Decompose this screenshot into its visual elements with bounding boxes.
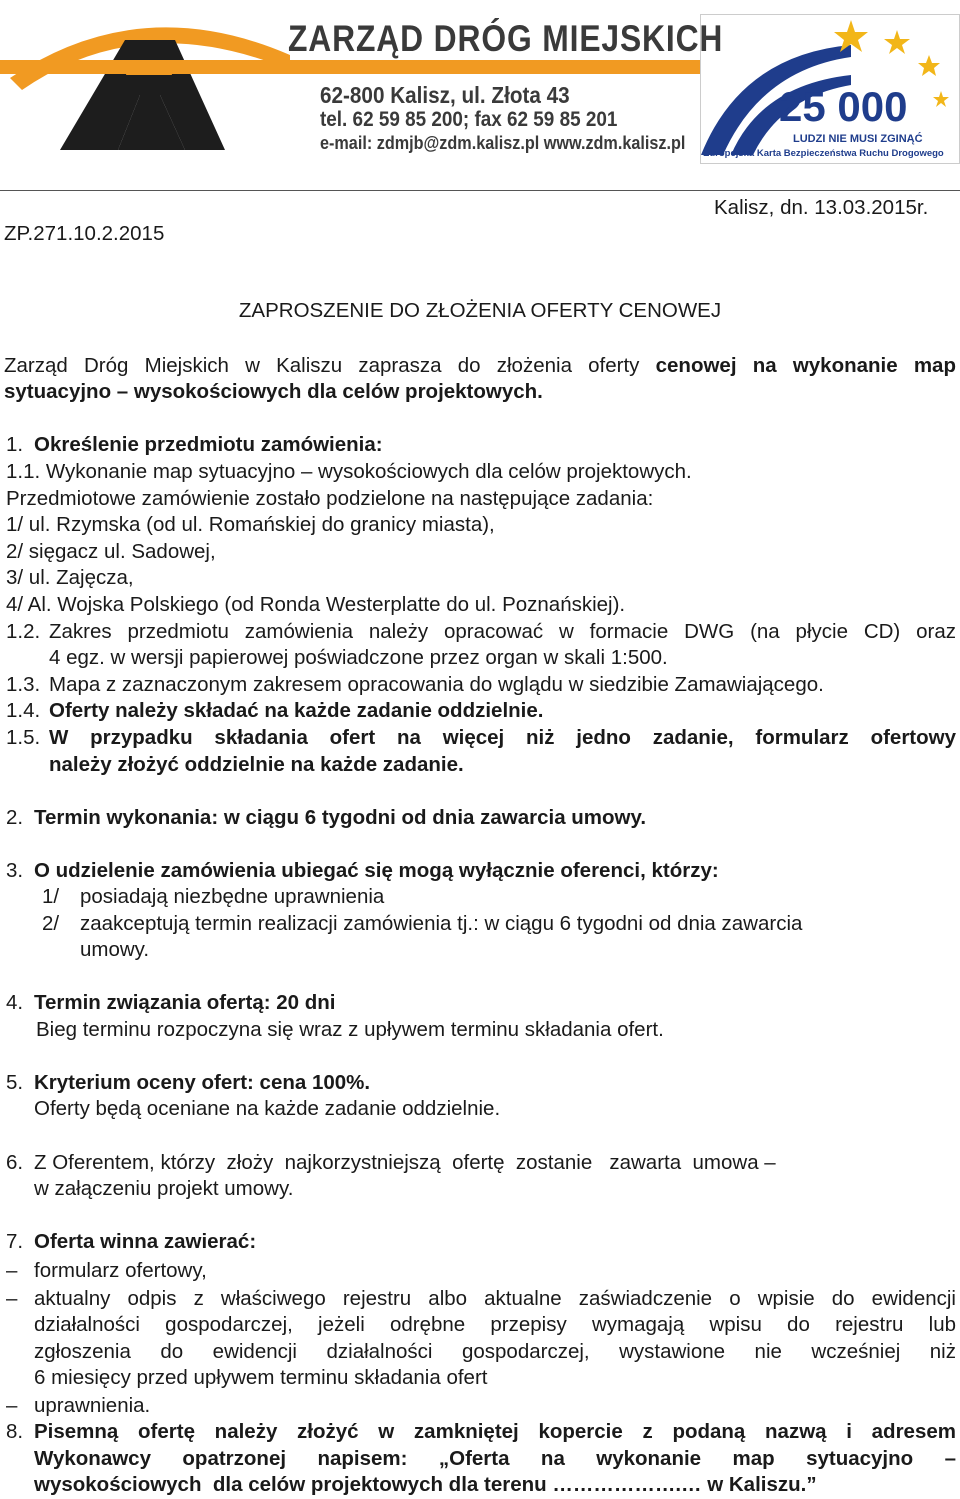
item-1-1-desc: Przedmiotowe zamówienie zostało podzielone na następujące zadania:: [6, 487, 654, 510]
intro-bold: cenowej na wykonanie map: [655, 354, 956, 377]
section-4-text: Bieg terminu rozpoczyna się wraz z upływem terminu składania ofert.: [36, 1018, 664, 1041]
item-1-1: 1.1. Wykonanie map sytuacyjno – wysokościowych dla celów projektowych.: [6, 460, 692, 483]
requirement-2-line-3: zgłoszenia do ewidencji działalności gospodarczej, wystawione nie wcześniej niż: [34, 1340, 956, 1363]
section-5-text: Oferty będą oceniane na każde zadanie oddzielnie.: [34, 1097, 501, 1120]
badge-number: 25 000: [779, 83, 908, 130]
bullet-dash: –: [6, 1259, 18, 1282]
intro-line-2: sytuacyjno – wysokościowych dla celów projektowych.: [4, 380, 543, 403]
section-4-heading: Termin związania ofertą: 20 dni: [34, 991, 336, 1014]
section-8-line-3: wysokościowych dla celów projektowych dla terenu ……………….… w Kaliszu.”: [34, 1473, 817, 1496]
org-phone: tel. 62 59 85 200; fax 62 59 85 201: [320, 108, 618, 131]
item-1-2-line-1: Zakres przedmiotu zamówienia należy opracować w formacie DWG (na płycie CD) oraz: [49, 620, 956, 643]
section-7-number: 7.: [6, 1230, 24, 1253]
section-6-number: 6.: [6, 1151, 24, 1174]
section-2-number: 2.: [6, 806, 24, 829]
item-1-3-number: 1.3.: [6, 673, 41, 696]
safety-badge: [700, 14, 960, 164]
section-1-heading: Określenie przedmiotu zamówienia:: [34, 433, 383, 456]
condition-2-line-2: umowy.: [80, 938, 150, 961]
requirement-2-line-1: aktualny odpis z właściwego rejestru albo aktualne zaświadczenie o wpisie do ewidencji: [34, 1287, 956, 1310]
section-5-number: 5.: [6, 1071, 24, 1094]
place-date: Kalisz, dn. 13.03.2015r.: [714, 196, 929, 219]
task-1: 1/ ul. Rzymska (od ul. Romańskiej do granicy miasta),: [6, 513, 495, 536]
section-2-text: Termin wykonania: w ciągu 6 tygodni od dnia zawarcia umowy.: [34, 806, 647, 829]
section-7-heading: Oferta winna zawierać:: [34, 1230, 257, 1253]
document-title: ZAPROSZENIE DO ZŁOŻENIA OFERTY CENOWEJ: [238, 299, 722, 322]
badge-caption: Europejska Karta Bezpieczeństwa Ruchu Drogowego: [703, 148, 944, 159]
letterhead: [0, 0, 960, 192]
item-1-5-line-2: należy złożyć oddzielnie na każde zadanie.: [49, 753, 464, 776]
section-1-number: 1.: [6, 433, 24, 456]
section-8-line-2: Wykonawcy opatrzonej napisem: „Oferta na wykonanie map sytuacyjno –: [34, 1447, 956, 1470]
condition-2-line-1: zaakceptują termin realizacji zamówienia tj.: w ciągu 6 tygodni od dnia zawarcia: [80, 912, 803, 935]
requirement-1: formularz ofertowy,: [34, 1259, 207, 1282]
bullet-dash: –: [6, 1394, 18, 1417]
orange-bar: [0, 60, 700, 74]
item-1-2-line-2: 4 egz. w wersji papierowej poświadczone przez organ w skali 1:500.: [49, 646, 668, 669]
item-1-3: Mapa z zaznaczonym zakresem opracowania do wglądu w siedzibie Zamawiającego.: [49, 673, 824, 696]
condition-1: posiadają niezbędne uprawnienia: [80, 885, 385, 908]
org-email: e-mail: zdmjb@zdm.kalisz.pl www.zdm.kalisz.pl: [320, 133, 686, 153]
task-4: 4/ Al. Wojska Polskiego (od Ronda Westerplatte do ul. Poznańskiej).: [6, 593, 626, 616]
header-divider: [0, 190, 960, 191]
item-1-5-line-1: W przypadku składania ofert na więcej niż jedno zadanie, formularz ofertowy: [49, 726, 956, 749]
section-6-line-1: Z Oferentem, którzy złoży najkorzystniejszą ofertę zostanie zawarta umowa –: [34, 1151, 776, 1174]
org-address: 62-800 Kalisz, ul. Złota 43: [320, 82, 570, 108]
item-1-2-number: 1.2.: [6, 620, 41, 643]
intro-text: Zarząd Dróg Miejskich w Kaliszu zaprasza do złożenia oferty: [4, 354, 656, 377]
section-8-number: 8.: [6, 1420, 24, 1443]
requirement-3: uprawnienia.: [34, 1394, 151, 1417]
task-2: 2/ sięgacz ul. Sadowej,: [6, 540, 216, 563]
zdm-road-logo: [0, 0, 290, 160]
requirement-2-line-2: działalności gospodarczej, jeżeli odrębne przepisy wymagają wpisu do rejestru lub: [34, 1313, 956, 1336]
intro-line-1: [4, 353, 956, 379]
org-name: ZARZĄD DRÓG MIEJSKICH: [288, 18, 724, 59]
section-5-heading: Kryterium oceny ofert: cena 100%.: [34, 1071, 371, 1094]
item-1-4-number: 1.4.: [6, 699, 41, 722]
section-6-line-2: w załączeniu projekt umowy.: [34, 1177, 294, 1200]
section-3-number: 3.: [6, 859, 24, 882]
condition-1-number: 1/: [42, 885, 60, 908]
item-1-4: Oferty należy składać na każde zadanie oddzielnie.: [49, 699, 544, 722]
task-3: 3/ ul. Zajęcza,: [6, 566, 134, 589]
section-4-number: 4.: [6, 991, 24, 1014]
reference-number: ZP.271.10.2.2015: [4, 222, 165, 245]
item-1-5-number: 1.5.: [6, 726, 41, 749]
badge-tagline: LUDZI NIE MUSI ZGINĄĆ: [793, 133, 923, 145]
section-8-line-1: Pisemną ofertę należy złożyć w zamkniętej kopercie z podaną nazwą i adresem: [34, 1420, 956, 1443]
condition-2-number: 2/: [42, 912, 60, 935]
section-3-heading: O udzielenie zamówienia ubiegać się mogą wyłącznie oferenci, którzy:: [34, 859, 719, 882]
requirement-2-line-4: 6 miesięcy przed upływem terminu składania ofert: [34, 1366, 488, 1389]
bullet-dash: –: [6, 1287, 18, 1310]
